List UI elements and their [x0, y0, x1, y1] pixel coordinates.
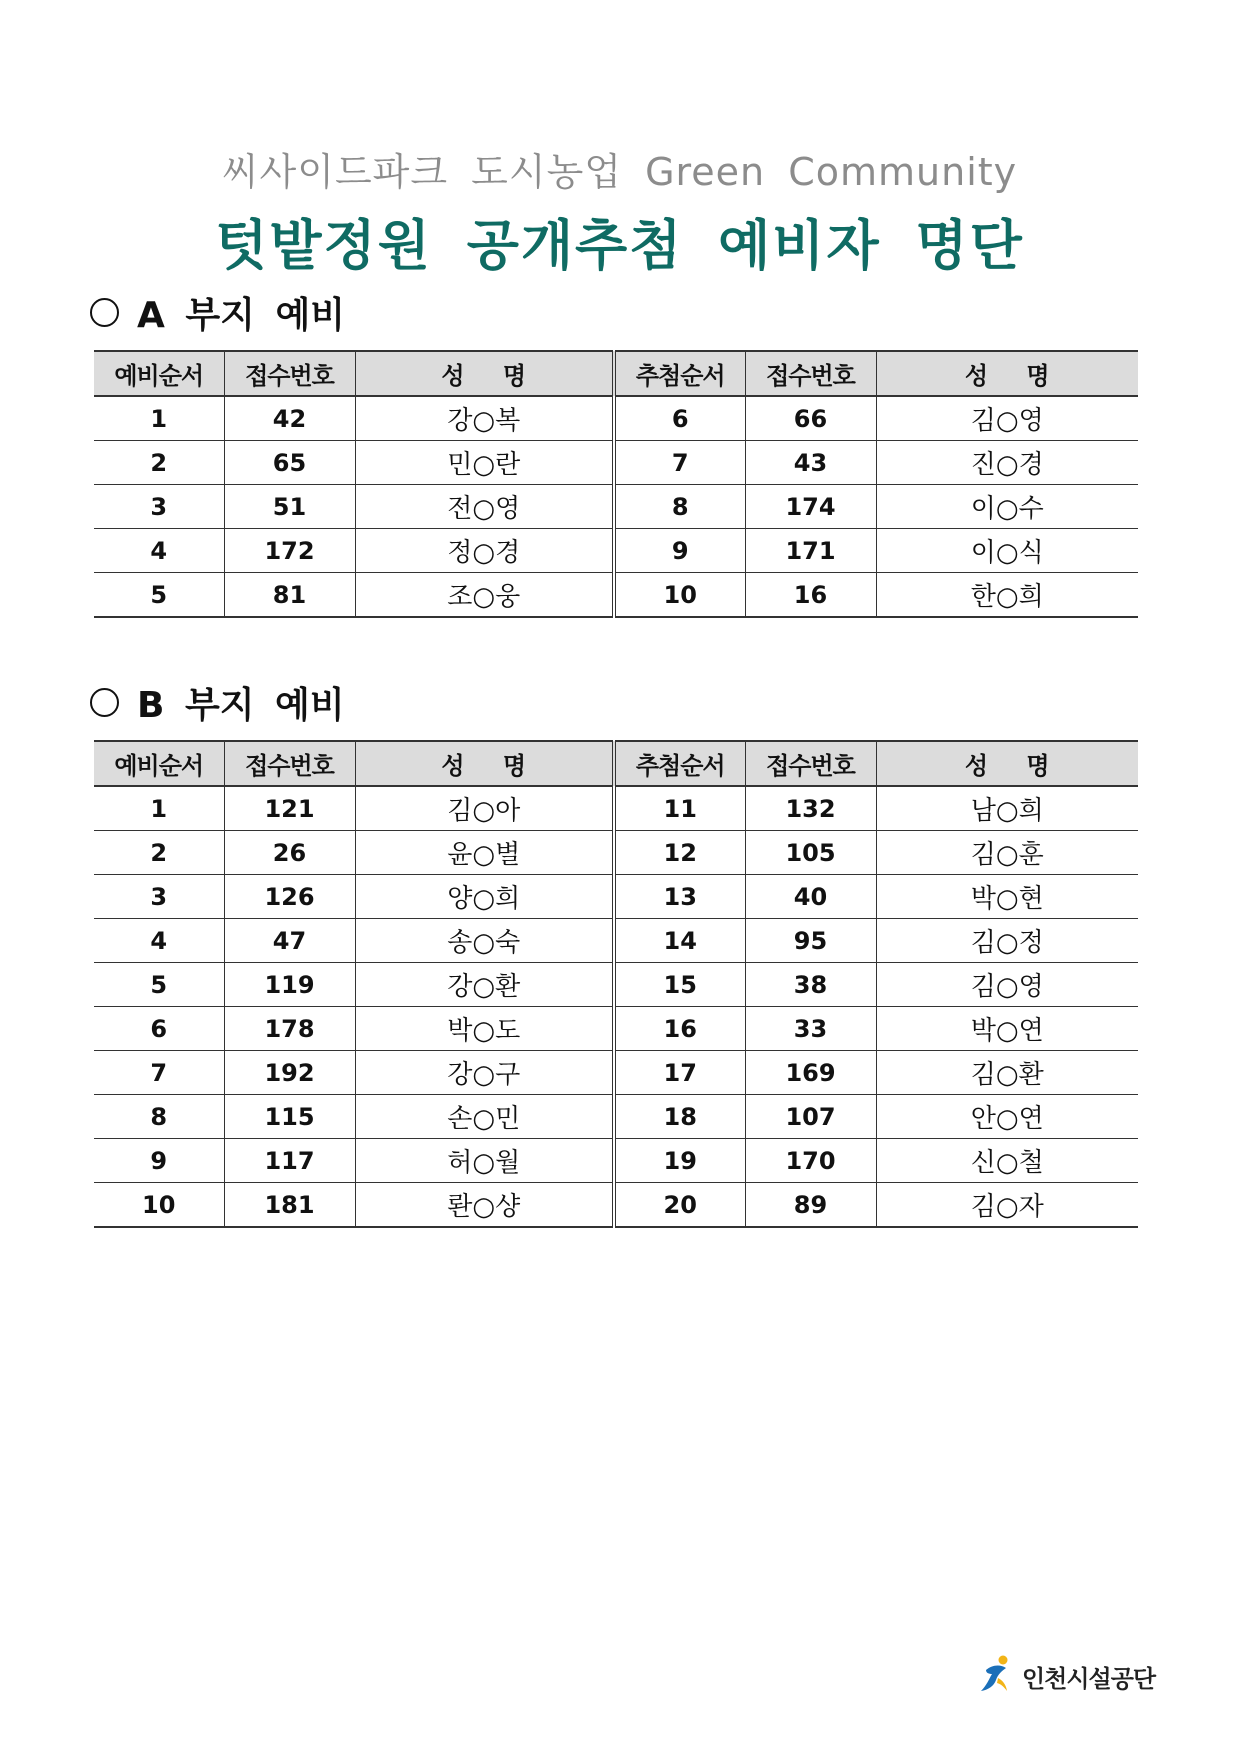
- circle-bullet-icon: [90, 688, 119, 717]
- receipt-number-cell: 38: [745, 963, 876, 1007]
- draw-order-cell: 20: [614, 1183, 745, 1228]
- draw-order-cell: 11: [614, 786, 745, 831]
- header-draw-order: 추첨순서: [614, 741, 745, 786]
- reserve-order-cell: 9: [94, 1139, 224, 1183]
- receipt-number-cell: 26: [224, 831, 355, 875]
- header-name: 성 명: [355, 741, 614, 786]
- table-row: [94, 786, 1138, 831]
- name-cell: 강○구: [355, 1051, 614, 1095]
- receipt-number-cell: 42: [224, 396, 355, 441]
- name-cell: 민○란: [355, 441, 614, 485]
- name-cell: 김○환: [876, 1051, 1138, 1095]
- receipt-number-cell: 174: [745, 485, 876, 529]
- draw-order-cell: 8: [614, 485, 745, 529]
- header-name: 성 명: [355, 351, 614, 396]
- receipt-number-cell: 115: [224, 1095, 355, 1139]
- name-cell: 김○영: [876, 396, 1138, 441]
- receipt-number-cell: 172: [224, 529, 355, 573]
- reserve-order-cell: 4: [94, 919, 224, 963]
- runner-logo-icon: [978, 1654, 1016, 1698]
- reserve-order-cell: 1: [94, 786, 224, 831]
- name-cell: 박○연: [876, 1007, 1138, 1051]
- header-reserve-order: 예비순서: [94, 351, 224, 396]
- draw-order-cell: 13: [614, 875, 745, 919]
- table-header-row: [94, 741, 1138, 786]
- table-row: [94, 396, 1138, 441]
- table-row: [94, 919, 1138, 963]
- section-b-table: [94, 740, 1138, 1228]
- reserve-order-cell: 1: [94, 396, 224, 441]
- reserve-order-cell: 8: [94, 1095, 224, 1139]
- table-row: [94, 831, 1138, 875]
- circle-bullet-icon: [90, 298, 119, 327]
- table-row: [94, 573, 1138, 618]
- table-row: [94, 1095, 1138, 1139]
- header-name: 성 명: [876, 741, 1138, 786]
- document-subtitle: 씨사이드파크 도시농업 Green Community: [221, 150, 1018, 194]
- name-cell: 신○철: [876, 1139, 1138, 1183]
- draw-order-cell: 7: [614, 441, 745, 485]
- section-b-heading-text: B 부지 예비: [137, 684, 345, 726]
- section-a-heading-text: A 부지 예비: [137, 294, 346, 336]
- name-cell: 김○자: [876, 1183, 1138, 1228]
- section-a-heading: [90, 289, 345, 335]
- header-name: 성 명: [876, 351, 1138, 396]
- header-reserve-order: 예비순서: [94, 741, 224, 786]
- receipt-number-cell: 119: [224, 963, 355, 1007]
- section-b-heading: [90, 679, 345, 725]
- name-cell: 남○희: [876, 786, 1138, 831]
- reserve-order-cell: 3: [94, 485, 224, 529]
- reserve-order-cell: 10: [94, 1183, 224, 1228]
- table-row: [94, 1051, 1138, 1095]
- name-cell: 이○식: [876, 529, 1138, 573]
- receipt-number-cell: 126: [224, 875, 355, 919]
- receipt-number-cell: 171: [745, 529, 876, 573]
- table-row: [94, 1183, 1138, 1228]
- table-row: [94, 529, 1138, 573]
- header-receipt-number: 접수번호: [745, 741, 876, 786]
- table-row: [94, 1139, 1138, 1183]
- name-cell: 박○도: [355, 1007, 614, 1051]
- draw-order-cell: 6: [614, 396, 745, 441]
- receipt-number-cell: 192: [224, 1051, 355, 1095]
- receipt-number-cell: 40: [745, 875, 876, 919]
- name-cell: 정○경: [355, 529, 614, 573]
- receipt-number-cell: 43: [745, 441, 876, 485]
- receipt-number-cell: 16: [745, 573, 876, 618]
- receipt-number-cell: 33: [745, 1007, 876, 1051]
- section-a-table: [94, 350, 1138, 618]
- receipt-number-cell: 117: [224, 1139, 355, 1183]
- reserve-order-cell: 6: [94, 1007, 224, 1051]
- name-cell: 이○수: [876, 485, 1138, 529]
- name-cell: 강○환: [355, 963, 614, 1007]
- receipt-number-cell: 89: [745, 1183, 876, 1228]
- draw-order-cell: 12: [614, 831, 745, 875]
- name-cell: 김○영: [876, 963, 1138, 1007]
- table-row: [94, 441, 1138, 485]
- name-cell: 양○희: [355, 875, 614, 919]
- table-row: [94, 875, 1138, 919]
- reserve-order-cell: 5: [94, 963, 224, 1007]
- receipt-number-cell: 105: [745, 831, 876, 875]
- receipt-number-cell: 169: [745, 1051, 876, 1095]
- header-receipt-number: 접수번호: [224, 741, 355, 786]
- reserve-order-cell: 2: [94, 441, 224, 485]
- draw-order-cell: 19: [614, 1139, 745, 1183]
- draw-order-cell: 9: [614, 529, 745, 573]
- receipt-number-cell: 170: [745, 1139, 876, 1183]
- name-cell: 진○경: [876, 441, 1138, 485]
- draw-order-cell: 18: [614, 1095, 745, 1139]
- reserve-order-cell: 4: [94, 529, 224, 573]
- receipt-number-cell: 66: [745, 396, 876, 441]
- name-cell: 강○복: [355, 396, 614, 441]
- document-title: 텃밭정원 공개추첨 예비자 명단: [215, 214, 1024, 277]
- name-cell: 김○아: [355, 786, 614, 831]
- reserve-order-cell: 5: [94, 573, 224, 618]
- name-cell: 한○희: [876, 573, 1138, 618]
- footer-logo: [978, 1654, 1155, 1698]
- receipt-number-cell: 51: [224, 485, 355, 529]
- name-cell: 안○연: [876, 1095, 1138, 1139]
- table-row: [94, 485, 1138, 529]
- receipt-number-cell: 95: [745, 919, 876, 963]
- table-row: [94, 1007, 1138, 1051]
- reserve-order-cell: 2: [94, 831, 224, 875]
- table-row: [94, 963, 1138, 1007]
- header-draw-order: 추첨순서: [614, 351, 745, 396]
- name-cell: 윤○별: [355, 831, 614, 875]
- receipt-number-cell: 65: [224, 441, 355, 485]
- name-cell: 손○민: [355, 1095, 614, 1139]
- receipt-number-cell: 181: [224, 1183, 355, 1228]
- receipt-number-cell: 178: [224, 1007, 355, 1051]
- name-cell: 송○숙: [355, 919, 614, 963]
- name-cell: 허○월: [355, 1139, 614, 1183]
- receipt-number-cell: 81: [224, 573, 355, 618]
- receipt-number-cell: 121: [224, 786, 355, 831]
- header-receipt-number: 접수번호: [745, 351, 876, 396]
- reserve-order-cell: 7: [94, 1051, 224, 1095]
- name-cell: 김○훈: [876, 831, 1138, 875]
- receipt-number-cell: 107: [745, 1095, 876, 1139]
- name-cell: 롼○샹: [355, 1183, 614, 1228]
- draw-order-cell: 14: [614, 919, 745, 963]
- receipt-number-cell: 132: [745, 786, 876, 831]
- name-cell: 김○정: [876, 919, 1138, 963]
- table-header-row: [94, 351, 1138, 396]
- draw-order-cell: 16: [614, 1007, 745, 1051]
- draw-order-cell: 17: [614, 1051, 745, 1095]
- logo-text: 인천시설공단: [1022, 1664, 1156, 1693]
- name-cell: 전○영: [355, 485, 614, 529]
- name-cell: 박○현: [876, 875, 1138, 919]
- header-receipt-number: 접수번호: [224, 351, 355, 396]
- reserve-order-cell: 3: [94, 875, 224, 919]
- draw-order-cell: 10: [614, 573, 745, 618]
- name-cell: 조○웅: [355, 573, 614, 618]
- receipt-number-cell: 47: [224, 919, 355, 963]
- draw-order-cell: 15: [614, 963, 745, 1007]
